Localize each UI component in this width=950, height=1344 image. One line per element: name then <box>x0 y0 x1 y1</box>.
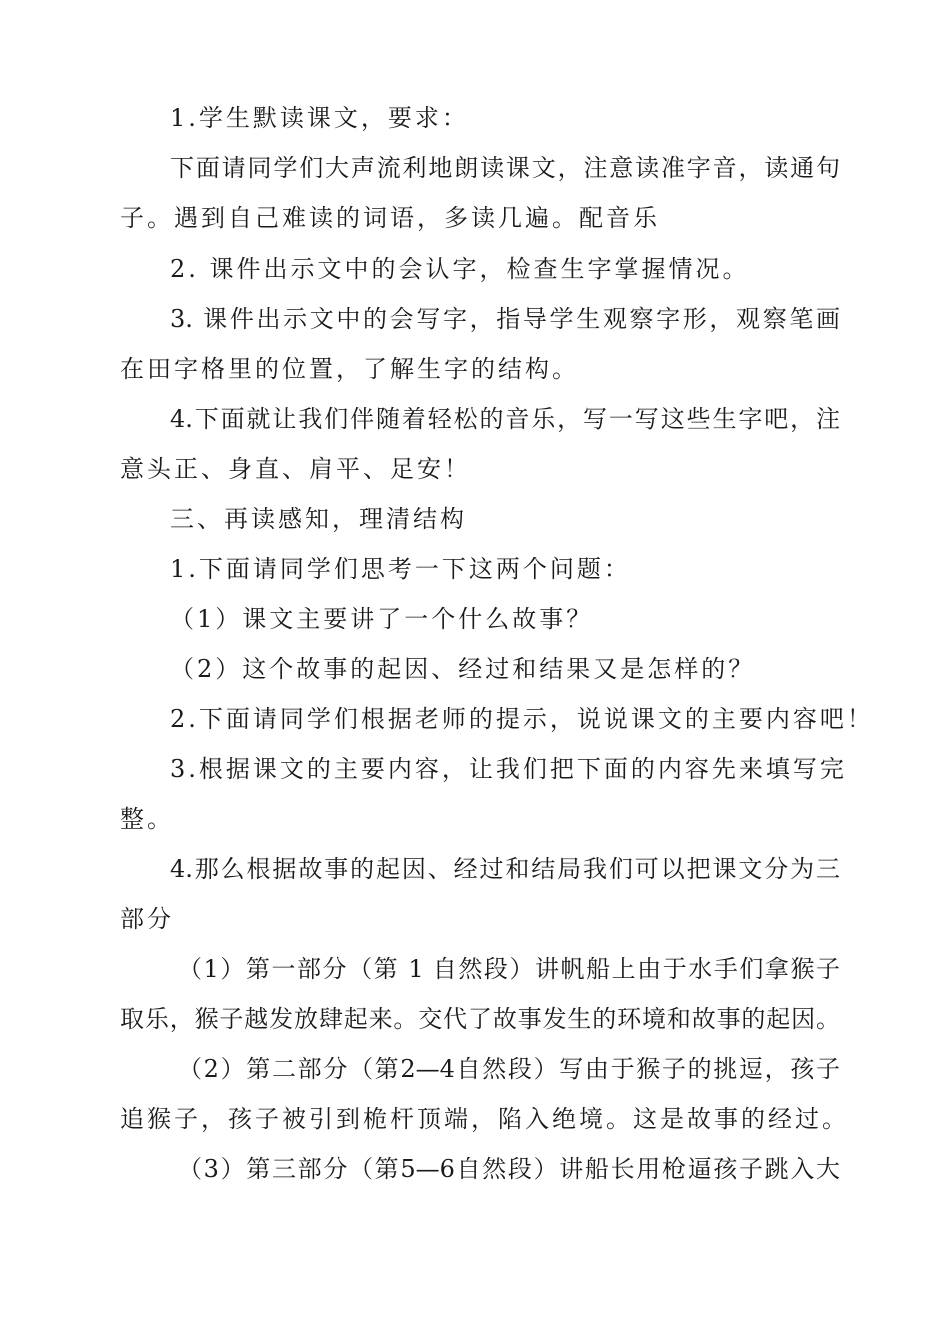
text-line-18: （1）第一部分（第 1 自然段）讲帆船上由于水手们拿猴子 <box>178 955 840 983</box>
text-line-11: （1）课文主要讲了一个什么故事？ <box>170 605 594 633</box>
text-line-7: 4.下面就让我们伴随着轻松的音乐，写一写这些生字吧，注 <box>170 405 840 433</box>
text-line-2: 下面请同学们大声流利地朗读课文，注意读准字音，读通句 <box>170 154 840 182</box>
text-line-20: （2）第二部分（第2—4自然段）写由于猴子的挑逗，孩子 <box>178 1055 840 1083</box>
text-line-19: 取乐，猴子越发放肆起来。交代了故事发生的环境和故事的起因。 <box>120 1005 840 1033</box>
text-line-13: 2.下面请同学们根据老师的提示，说说课文的主要内容吧！ <box>170 705 874 733</box>
text-line-17: 部分 <box>120 905 174 933</box>
text-line-5: 3. 课件出示文中的会写字，指导学生观察字形，观察笔画 <box>170 305 840 333</box>
text-line-12: （2）这个故事的起因、经过和结果又是怎样的？ <box>170 655 756 683</box>
text-line-14: 3.根据课文的主要内容，让我们把下面的内容先来填写完 <box>170 755 847 783</box>
text-line-6: 在田字格里的位置，了解生字的结构。 <box>120 355 579 383</box>
text-line-16: 4.那么根据故事的起因、经过和结局我们可以把课文分为三 <box>170 855 840 883</box>
text-line-22: （3）第三部分（第5—6自然段）讲船长用枪逼孩子跳入大 <box>178 1155 840 1183</box>
text-line-8: 意头正、身直、肩平、足安！ <box>120 455 471 483</box>
text-line-1: 1.学生默读课文，要求： <box>170 104 469 132</box>
section-heading: 三、再读感知，理清结构 <box>170 505 467 533</box>
text-line-3: 子。遇到自己难读的词语，多读几遍。配音乐 <box>120 204 660 232</box>
text-line-10: 1.下面请同学们思考一下这两个问题： <box>170 555 631 583</box>
text-line-4: 2. 课件出示文中的会认字，检查生字掌握情况。 <box>170 255 750 283</box>
text-line-15: 整。 <box>120 805 174 833</box>
text-line-21: 追猴子，孩子被引到桅杆顶端，陷入绝境。这是故事的经过。 <box>120 1105 849 1133</box>
